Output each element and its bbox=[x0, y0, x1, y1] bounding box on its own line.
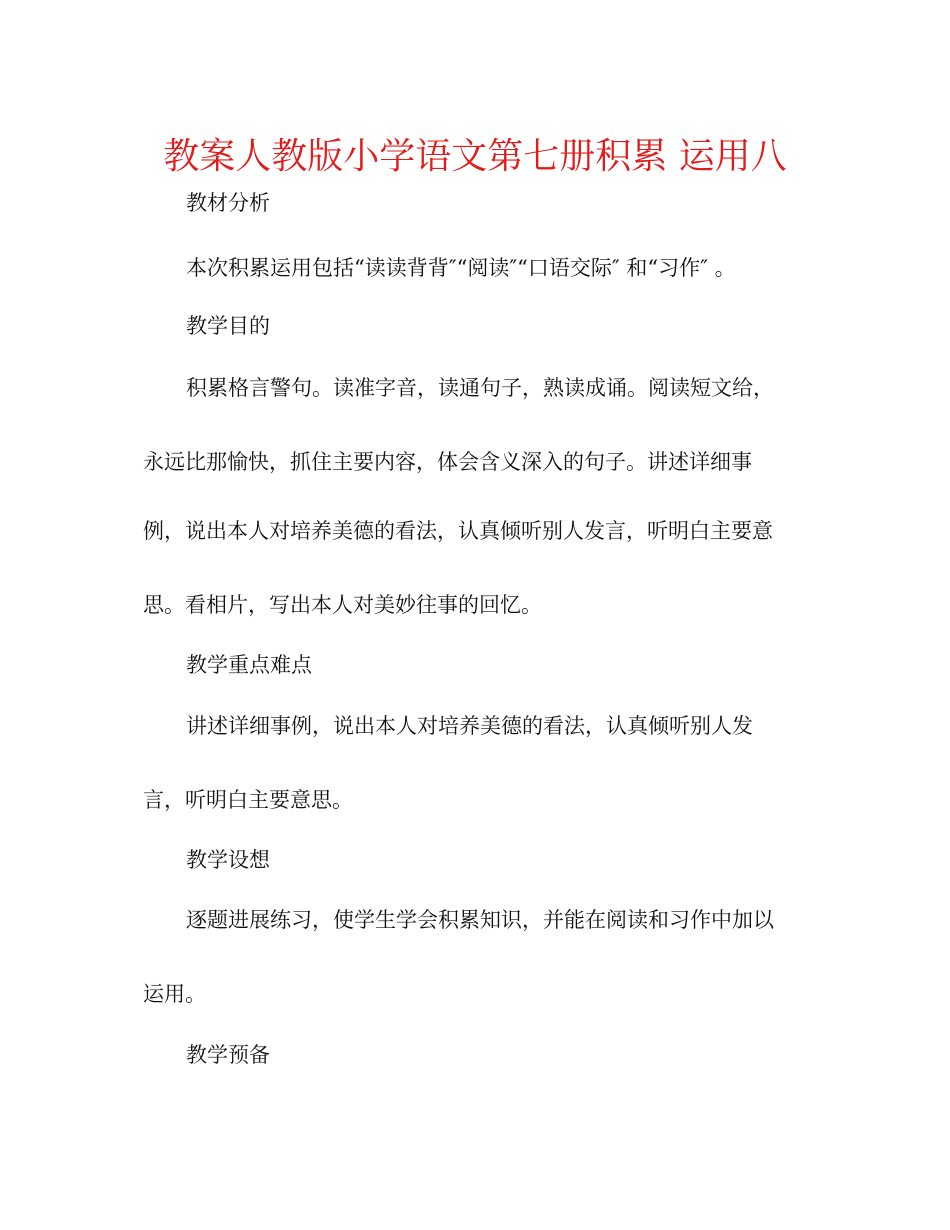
paragraph-line: 逐题进展练习，使学生学会积累知识，并能在阅读和习作中加以 bbox=[186, 908, 774, 932]
paragraph-line: 本次积累运用包括“读读背背″“阅读″“口语交际″ 和“习作″ 。 bbox=[186, 256, 736, 280]
paragraph-line: 思。看相片，写出本人对美妙往事的回忆。 bbox=[143, 593, 542, 617]
heading-teaching-objectives: 教学目的 bbox=[186, 314, 270, 338]
paragraph-line: 永远比那愉快，抓住主要内容，体会含义深入的句子。讲述详细事 bbox=[143, 450, 752, 474]
document-title: 教案人教版小学语文第七册积累 运用八 bbox=[163, 136, 787, 177]
paragraph-line: 言，听明白主要意思。 bbox=[143, 788, 353, 812]
paragraph-line: 运用。 bbox=[143, 982, 206, 1006]
heading-key-points: 教学重点难点 bbox=[186, 653, 312, 677]
paragraph-line: 例，说出本人对培养美德的看法，认真倾听别人发言，听明白主要意 bbox=[143, 519, 773, 543]
paragraph-line: 讲述详细事例，说出本人对培养美德的看法，认真倾听别人发 bbox=[186, 714, 753, 738]
heading-material-analysis: 教材分析 bbox=[186, 191, 270, 215]
heading-teaching-preparation: 教学预备 bbox=[186, 1043, 270, 1067]
paragraph-line: 积累格言警句。读准字音，读通句子，熟读成诵。阅读短文给， bbox=[186, 376, 774, 400]
heading-teaching-plan: 教学设想 bbox=[186, 848, 270, 872]
